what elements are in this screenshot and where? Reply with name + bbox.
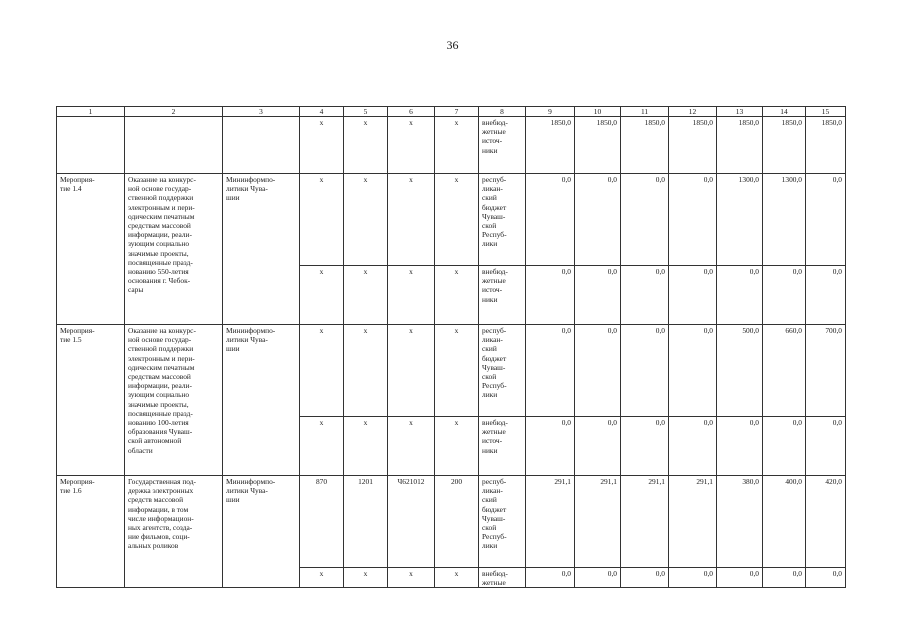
column-header-6: 6 [388,107,435,117]
value-cell: 0,0 [621,417,669,476]
value-cell: 500,0 [717,325,763,417]
value-cell: 0,0 [526,174,575,266]
budget-table [56,106,846,588]
measure-name-cell: Мероприя- тие 1.4 [57,174,125,325]
funding-source-cell: респуб- ликан- ский бюджет Чуваш- ской Респуб- лики [479,174,526,266]
code-cell: х [300,174,344,266]
value-cell: 0,0 [806,568,846,588]
executor-cell: Мининформпо- литики Чува- шии [223,325,300,476]
value-cell: 1850,0 [575,117,621,174]
column-header-9: 9 [526,107,575,117]
code-cell: х [435,417,479,476]
value-cell: 0,0 [575,417,621,476]
value-cell: 1300,0 [763,174,806,266]
funding-source-cell: внебюд- жетные [479,568,526,588]
value-cell: 0,0 [717,417,763,476]
code-cell: х [300,117,344,174]
funding-source-cell: респуб- ликан- ский бюджет Чуваш- ской Респуб- лики [479,325,526,417]
executor-cell: Мининформпо- литики Чува- шии [223,476,300,588]
code-cell: х [435,174,479,266]
code-cell: 200 [435,476,479,568]
value-cell: 420,0 [806,476,846,568]
value-cell: 380,0 [717,476,763,568]
executor-cell [223,117,300,174]
value-cell: 0,0 [763,417,806,476]
column-header-1: 1 [57,107,125,117]
column-header-7: 7 [435,107,479,117]
value-cell: 0,0 [717,568,763,588]
column-header-13: 13 [717,107,763,117]
code-cell: х [300,266,344,325]
table-row [57,117,846,174]
executor-cell: Мининформпо- литики Чува- шии [223,174,300,325]
value-cell: 400,0 [763,476,806,568]
code-cell: х [300,417,344,476]
funding-source-cell: внебюд- жетные источ- ники [479,117,526,174]
value-cell: 0,0 [669,174,717,266]
value-cell: 1850,0 [763,117,806,174]
value-cell: 0,0 [526,568,575,588]
header-row [57,107,846,117]
code-cell: х [388,174,435,266]
table-row [57,325,846,417]
description-cell: Оказание на конкурс- ной основе государ- ственной поддержки электронным и пери- одическим печатным средствам массовой информации, реали- зующим социально значимые проекты, посвященные празд- нованию 100-летия образования Чуваш- ской автономной области [125,325,223,476]
code-cell: х [435,266,479,325]
measure-name-cell: Мероприя- тие 1.6 [57,476,125,588]
description-cell [125,117,223,174]
value-cell: 0,0 [621,568,669,588]
value-cell: 0,0 [621,266,669,325]
column-header-5: 5 [344,107,388,117]
value-cell: 0,0 [669,417,717,476]
column-header-4: 4 [300,107,344,117]
value-cell: 0,0 [717,266,763,325]
value-cell: 0,0 [806,174,846,266]
description-cell: Государственная под- держка электронных средств массовой информации, в том числе информацион- ных агентств, созда- ние фильмов, соци- альных роликов [125,476,223,588]
value-cell: 1850,0 [621,117,669,174]
code-cell: х [388,325,435,417]
value-cell: 700,0 [806,325,846,417]
code-cell: х [344,325,388,417]
funding-source-cell: внебюд- жетные источ- ники [479,266,526,325]
value-cell: 0,0 [575,174,621,266]
value-cell: 0,0 [669,325,717,417]
value-cell: 1850,0 [526,117,575,174]
value-cell: 0,0 [526,266,575,325]
code-cell: Ч621012 [388,476,435,568]
code-cell: х [388,417,435,476]
value-cell: 291,1 [669,476,717,568]
value-cell: 1300,0 [717,174,763,266]
funding-source-cell: внебюд- жетные источ- ники [479,417,526,476]
column-header-3: 3 [223,107,300,117]
value-cell: 0,0 [763,266,806,325]
value-cell: 0,0 [806,417,846,476]
value-cell: 291,1 [621,476,669,568]
value-cell: 0,0 [669,568,717,588]
code-cell: 870 [300,476,344,568]
code-cell: х [388,117,435,174]
column-header-8: 8 [479,107,526,117]
code-cell: х [300,568,344,588]
value-cell: 0,0 [806,266,846,325]
code-cell: х [435,325,479,417]
value-cell: 0,0 [763,568,806,588]
value-cell: 291,1 [526,476,575,568]
value-cell: 0,0 [526,325,575,417]
value-cell: 1850,0 [669,117,717,174]
funding-source-cell: респуб- ликан- ский бюджет Чуваш- ской Респуб- лики [479,476,526,568]
column-header-10: 10 [575,107,621,117]
code-cell: х [435,568,479,588]
description-cell: Оказание на конкурс- ной основе государ- ственной поддержки электронным и пери- одическим печатным средствам массовой информации, реали- зующим социально значимые проекты, посвященные празд- нованию 550-летия основания г. Чебок- сары [125,174,223,325]
value-cell: 0,0 [575,266,621,325]
code-cell: х [344,174,388,266]
column-header-2: 2 [125,107,223,117]
table-row [57,476,846,568]
value-cell: 0,0 [621,325,669,417]
code-cell: х [300,325,344,417]
value-cell: 0,0 [526,417,575,476]
page-number: 36 [446,38,459,52]
code-cell: х [344,568,388,588]
column-header-11: 11 [621,107,669,117]
code-cell: х [388,568,435,588]
column-header-15: 15 [806,107,846,117]
measure-name-cell [57,117,125,174]
value-cell: 1850,0 [717,117,763,174]
code-cell: х [344,117,388,174]
table-row [57,174,846,266]
value-cell: 0,0 [575,568,621,588]
value-cell: 660,0 [763,325,806,417]
value-cell: 0,0 [669,266,717,325]
column-header-14: 14 [763,107,806,117]
code-cell: х [388,266,435,325]
code-cell: 1201 [344,476,388,568]
code-cell: х [344,266,388,325]
measure-name-cell: Мероприя- тие 1.5 [57,325,125,476]
value-cell: 291,1 [575,476,621,568]
value-cell: 0,0 [621,174,669,266]
column-header-12: 12 [669,107,717,117]
code-cell: х [344,417,388,476]
code-cell: х [435,117,479,174]
value-cell: 0,0 [575,325,621,417]
value-cell: 1850,0 [806,117,846,174]
